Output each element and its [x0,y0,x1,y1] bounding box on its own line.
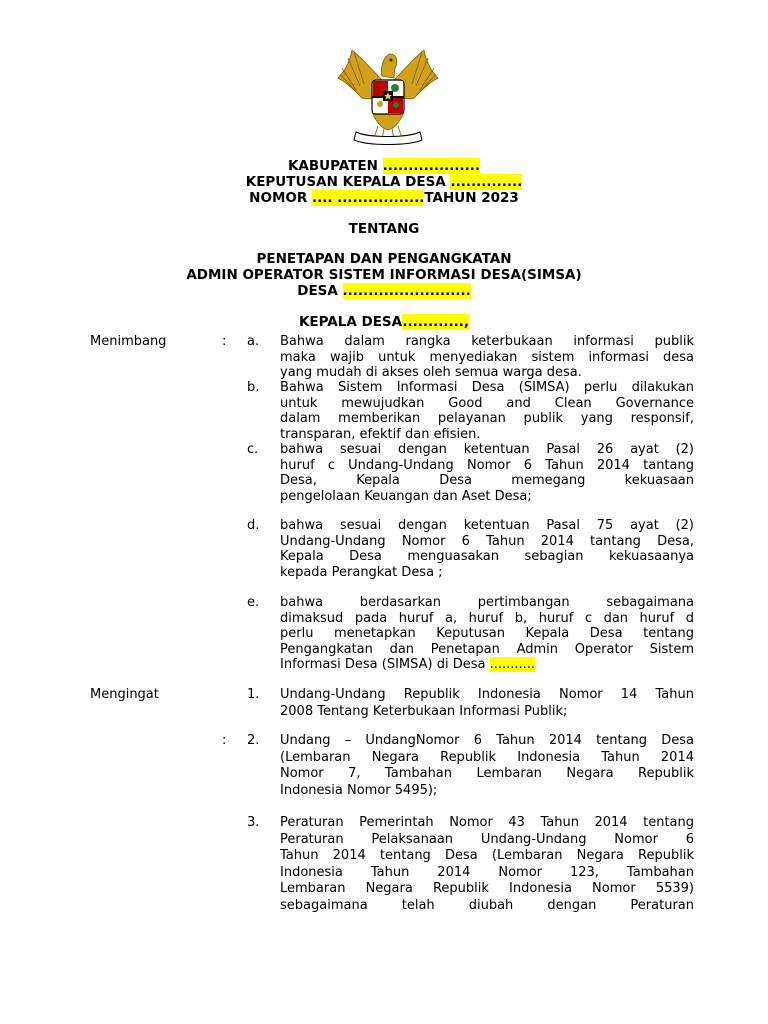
menimbang-marker-c: c. [247,442,259,457]
keputusan-line [0,174,768,190]
menimbang-item-a [280,334,694,381]
list-item-line: 2008 Tentang Keterbukaan Informasi Publik; [280,703,568,719]
menimbang-marker-e: e. [247,595,260,610]
keputusan-blank: .............. [450,174,523,190]
last-line-text: Informasi Desa (SIMSA) di Desa [280,657,490,672]
nomor-blank: .... ................. [311,190,425,206]
menimbang-colon: : [222,334,227,349]
list-item-line: Indonesia Tahun 2014 Nomor 123, Tambahan [280,864,694,880]
list-item-line: Bahwa dalam rangka keterbukaan informasi publik [280,334,694,349]
list-item-line: Bahwa Sistem Informasi Desa (SIMSA) perlu dilakukan [280,380,694,395]
desa-line [0,283,768,299]
list-item-line: Indonesia Nomor 5495); [280,782,438,798]
tentang-heading: TENTANG [348,221,420,237]
list-item-line: Peraturan Pemerintah Nomor 43 Tahun 2014 tentang [280,815,694,830]
list-item-line: maka wajib untuk menyediakan sistem informasi desa [280,349,694,365]
list-item-line: Tahun 2014 tentang Desa (Lembaran Negara Republik [280,848,694,863]
menimbang-item-d [280,518,694,580]
menimbang-item-b [280,380,694,442]
menimbang-item-c [280,442,694,504]
nomor-label: NOMOR [249,190,312,206]
list-item-line: pengelolaan Keuangan dan Aset Desa; [280,488,532,504]
list-item-line: bahwa sesuai dengan ketentuan Pasal 26 ayat (2) [280,442,694,457]
list-item-line: Desa, Kepala Desa memegang kekuasaan [280,473,694,488]
list-item-line: kepada Perangkat Desa ; [280,564,443,580]
list-item-line: dalam memberikan pelayanan publik yang responsif, [280,411,694,426]
list-item-line: dimaksud pada huruf a, huruf b, huruf c dan huruf d [280,610,694,626]
desa-blank: ......................... [342,283,471,299]
nomor-tail: TAHUN 2023 [424,190,519,206]
desa-blank-inline: ........... [489,657,536,672]
title-line-2: ADMIN OPERATOR SISTEM INFORMASI DESA(SIMSA) [186,267,582,283]
mengingat-marker-3: 3. [247,815,260,830]
list-item-line: Undang-Undang Republik Indonesia Nomor 14 Tahun [280,687,694,702]
kepala-blank: ............, [402,314,470,330]
list-item-line: transparan, efektif dan efisien. [280,426,481,442]
menimbang-marker-d: d. [247,518,260,533]
list-item-line: Undang – UndangNomor 6 Tahun 2014 tentang Desa [280,733,694,748]
nomor-line [0,190,768,206]
keputusan-label: KEPUTUSAN KEPALA DESA [245,174,451,190]
list-item-line [280,657,694,673]
mengingat-marker-1: 1. [247,687,260,702]
mengingat-item-2 [280,733,694,799]
desa-label: DESA [297,283,343,299]
menimbang-marker-a: a. [247,334,260,349]
mengingat-marker-2: 2. [247,733,260,748]
list-item-line: sebagaimana telah diubah dengan Peraturan [280,897,694,913]
list-item-line: Kepala Desa menguasakan sebagian kekuasaanya [280,549,694,564]
list-item-line: Nomor 7, Tambahan Lembaran Negara Republik [280,766,694,781]
list-item-line: Undang-Undang Nomor 6 Tahun 2014 tantang Desa, [280,533,694,549]
mengingat-item-1 [280,687,694,720]
list-item-line: untuk mewujudkan Good and Clean Governance [280,395,694,411]
menimbang-label: Menimbang [90,334,167,349]
mengingat-label: Mengingat [90,687,159,702]
list-item-line: bahwa sesuai dengan ketentuan Pasal 75 ayat (2) [280,518,694,533]
kepala-desa-line [0,314,768,330]
list-item-line: Peraturan Pelaksanaan Undang-Undang Nomor 6 [280,831,694,847]
list-item-line: (Lembaran Negara Republik Indonesia Tahun 2014 [280,749,694,765]
list-item-line: perlu menetapkan Keputusan Kepala Desa tentang [280,626,694,641]
mengingat-item-3 [280,815,694,914]
list-item-line: yang mudah di akses oleh semua warga desa. [280,365,582,380]
list-item-line: huruf c Undang-Undang Nomor 6 Tahun 2014 tantang [280,457,694,473]
list-item-line: Lembaran Negara Republik Indonesia Nomor 5539) [280,881,694,896]
menimbang-item-e [280,595,694,673]
title-line-1: PENETAPAN DAN PENGANGKATAN [256,251,512,267]
mengingat-colon: : [222,733,227,748]
kabupaten-blank: ................... [382,158,481,174]
kepala-label: KEPALA DESA [298,314,403,330]
list-item-line: bahwa berdasarkan pertimbangan sebagaimana [280,595,694,610]
kabupaten-label: KABUPATEN [287,158,383,174]
kabupaten-line [0,158,768,174]
menimbang-marker-b: b. [247,380,260,395]
list-item-line: Pengangkatan dan Penetapan Admin Operator Sistem [280,641,694,657]
garuda-pancasila-emblem-icon [334,42,442,146]
